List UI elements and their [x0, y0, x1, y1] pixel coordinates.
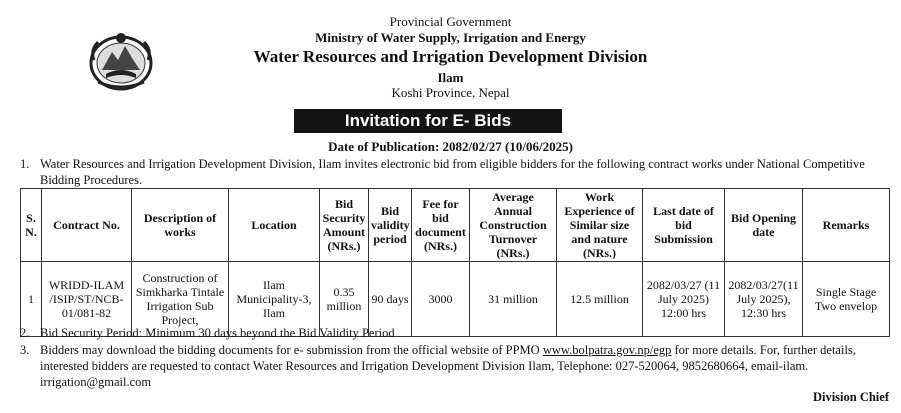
para-2-text: Bid Security Period: Minimum 30 days beyond the Bid Validity Period	[40, 326, 395, 340]
col-bid-security: Bid Security Amount (NRs.)	[320, 189, 369, 262]
bid-table	[20, 188, 890, 337]
cell-sn: 1	[21, 262, 42, 337]
col-turnover: Average Annual Construction Turnover (NRs.)	[470, 189, 557, 262]
col-last-date: Last date of bid Submission	[643, 189, 725, 262]
para-3-text	[40, 342, 890, 390]
cell-remarks: Single Stage Two envelop	[803, 262, 890, 337]
col-bid-validity: Bid validity period	[369, 189, 412, 262]
col-description: Description of works	[132, 189, 229, 262]
para-1-number: 1.	[20, 157, 30, 171]
cell-bid-validity: 90 days	[369, 262, 412, 337]
header-ministry: Ministry of Water Supply, Irrigation and Energy	[315, 30, 586, 45]
cell-contract-no: WRIDD-ILAM /ISIP/ST/NCB-01/081-82	[42, 262, 132, 337]
cell-description: Construction of Simkharka Tintale Irrigation Sub Project,	[132, 262, 229, 337]
header-provincial-government: Provincial Government	[389, 14, 512, 29]
para-1-text: Water Resources and Irrigation Development Division, Ilam invites electronic bid from eligible bidders for the following contract works under National Competitive Bidding Procedures.	[40, 157, 865, 187]
col-experience: Work Experience of Similar size and nature (NRs.)	[557, 189, 643, 262]
col-contract-no: Contract No.	[42, 189, 132, 262]
cell-fee: 3000	[412, 262, 470, 337]
para-2-number: 2.	[20, 326, 30, 340]
header-division: Water Resources and Irrigation Development Division	[253, 47, 648, 66]
para-3-number: 3.	[20, 343, 30, 357]
col-fee: Fee for bid document (NRs.)	[412, 189, 470, 262]
header-district: Ilam	[437, 70, 464, 85]
col-opening-date: Bid Opening date	[725, 189, 803, 262]
bolpatra-link[interactable]: www.bolpatra.gov.np/egp	[542, 343, 672, 357]
para-3-text-a: Bidders may download the bidding documents for e- submission from the official website of PPMO	[40, 343, 543, 357]
cell-experience: 12.5 million	[557, 262, 643, 337]
col-location: Location	[229, 189, 320, 262]
signature-division-chief: Division Chief	[812, 390, 889, 404]
cell-opening-date: 2082/03/27(11 July 2025), 12:30 hrs	[725, 262, 803, 337]
header-province: Koshi Province, Nepal	[391, 85, 510, 100]
cell-turnover: 31 million	[470, 262, 557, 337]
cell-bid-security: 0.35 million	[320, 262, 369, 337]
publication-date: Date of Publication: 2082/02/27 (10/06/2025)	[328, 139, 573, 154]
col-remarks: Remarks	[803, 189, 890, 262]
table-header-row	[21, 189, 890, 262]
cell-last-date: 2082/03/27 (11 July 2025) 12:00 hrs	[643, 262, 725, 337]
para-3-text-b: for more details. For, further details, interested bidders are requested to contact Water Resources and Irrigation Development Division Ilam, Telephone: 027-520064, 9852680664, email-ilam. irrigation@gmail.com	[40, 343, 856, 389]
invitation-banner: Invitation for E- Bids	[294, 109, 562, 133]
col-sn: S. N.	[21, 189, 42, 262]
cell-location: Ilam Municipality-3, Ilam	[229, 262, 320, 337]
